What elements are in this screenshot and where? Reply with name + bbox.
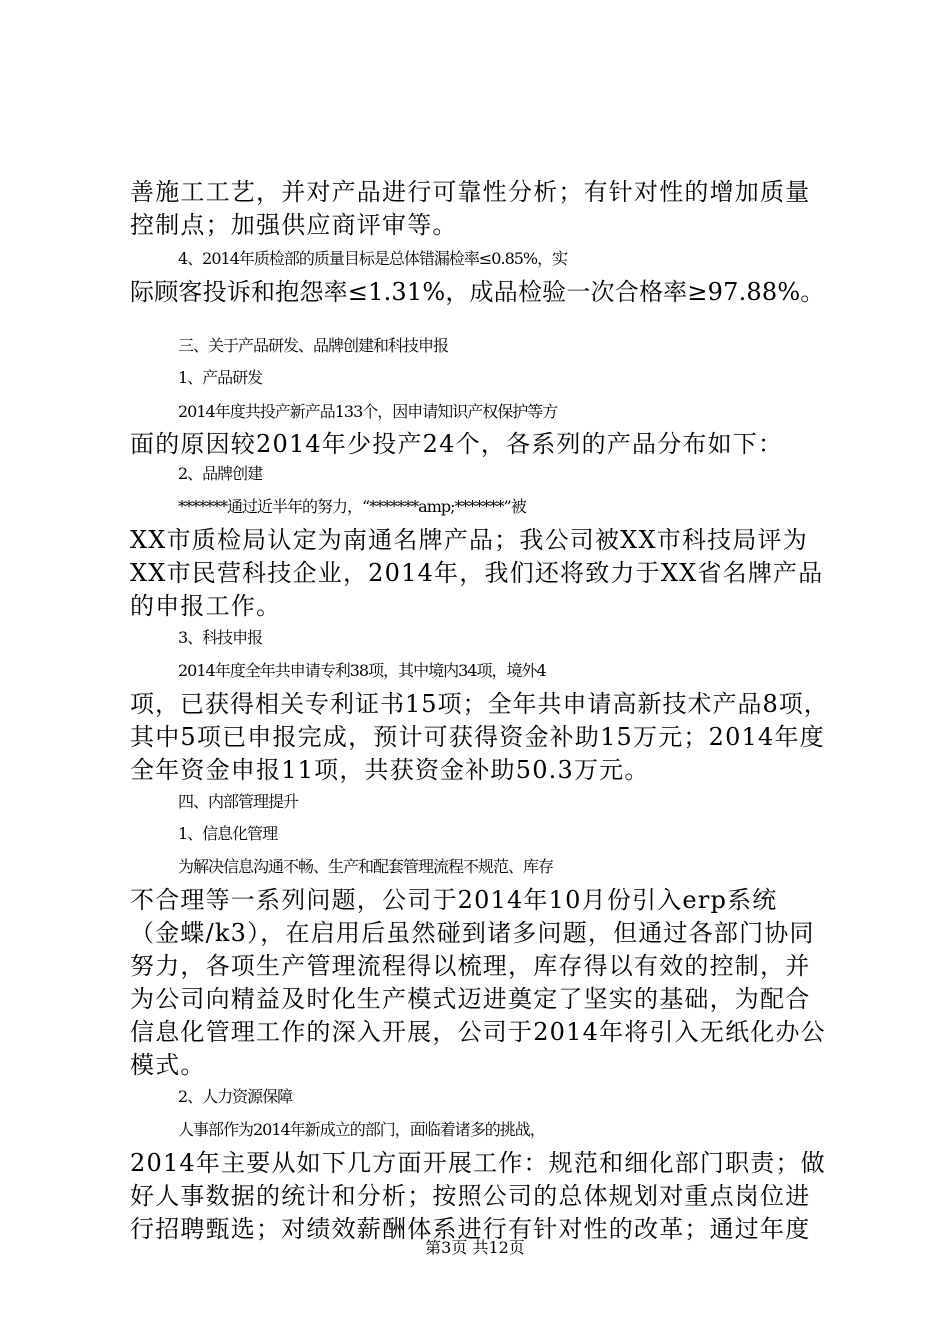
section-heading-3: 三、关于产品研发、品牌创建和科技申报 bbox=[178, 336, 449, 355]
subheading-product-rd: 1、产品研发 bbox=[178, 368, 263, 387]
text-line-7: 2014年度共投产新产品133个，因申请知识产权保护等方 bbox=[178, 402, 558, 421]
text-line-11: XX市质检局认定为南通名牌产品；我公司被XX市科技局评为 bbox=[130, 526, 808, 554]
text-line-24: 努力，各项生产管理流程得以梳理，库存得以有效的控制，并 bbox=[130, 952, 811, 980]
text-line-29: 人事部作为2014年新成立的部门，面临着诸多的挑战， bbox=[178, 1120, 545, 1139]
text-line-8: 面的原因较2014年少投产24个，各系列的产品分布如下： bbox=[130, 430, 784, 458]
text-line-27: 模式。 bbox=[130, 1051, 206, 1079]
subheading-tech-application: 3、科技申报 bbox=[178, 628, 263, 647]
text-line-16: 项，已获得相关专利证书15项；全年共申请高新技术产品8项， bbox=[130, 690, 829, 718]
text-line-21: 为解决信息沟通不畅、生产和配套管理流程不规范、库存 bbox=[178, 857, 554, 876]
subheading-brand: 2、品牌创建 bbox=[178, 464, 263, 483]
text-line-25: 为公司向精益及时化生产模式迈进奠定了坚实的基础，为配合 bbox=[130, 985, 811, 1013]
text-line-18: 全年资金申报11项，共获资金补助50.3万元。 bbox=[130, 756, 650, 784]
text-line-15: 2014年度全年共申请专利38项，其中境内34项，境外4 bbox=[178, 661, 546, 680]
section-heading-4: 四、内部管理提升 bbox=[178, 792, 299, 811]
text-line-23: （金蝶/k3），在启用后虽然碰到诸多问题，但通过各部门协同 bbox=[130, 919, 815, 947]
page-footer: 第3页 共12页 bbox=[425, 1238, 525, 1257]
subheading-it-management: 1、信息化管理 bbox=[178, 824, 278, 843]
text-line-26: 信息化管理工作的深入开展，公司于2014年将引入无纸化办公 bbox=[130, 1018, 826, 1046]
text-line-2: 控制点；加强供应商评审等。 bbox=[130, 211, 458, 239]
text-line-13: 的申报工作。 bbox=[130, 592, 282, 620]
text-line-10: *******通过近半年的努力，“*******amp;*******”被 bbox=[178, 497, 526, 516]
text-line-22: 不合理等一系列问题，公司于2014年10月份引入erp系统 bbox=[130, 886, 778, 914]
subheading-hr: 2、人力资源保障 bbox=[178, 1087, 293, 1106]
text-line-4: 际顾客投诉和抱怨率≤1.31%，成品检验一次合格率≥97.88%。 bbox=[130, 278, 825, 306]
text-line-12: XX市民营科技企业，2014年，我们还将致力于XX省名牌产品 bbox=[130, 559, 824, 587]
text-line-1: 善施工工艺，并对产品进行可靠性分析；有针对性的增加质量 bbox=[130, 178, 811, 206]
text-line-3: 4、2014年质检部的质量目标是总体错漏检率≤0.85%，实 bbox=[178, 249, 568, 268]
text-line-17: 其中5项已申报完成，预计可获得资金补助15万元；2014年度 bbox=[130, 723, 825, 751]
text-line-30: 2014年主要从如下几方面开展工作：规范和细化部门职责；做 bbox=[130, 1149, 826, 1177]
text-line-32: 行招聘甄选；对绩效薪酬体系进行有针对性的改革；通过年度 bbox=[130, 1215, 811, 1243]
text-line-31: 好人事数据的统计和分析；按照公司的总体规划对重点岗位进 bbox=[130, 1182, 811, 1210]
